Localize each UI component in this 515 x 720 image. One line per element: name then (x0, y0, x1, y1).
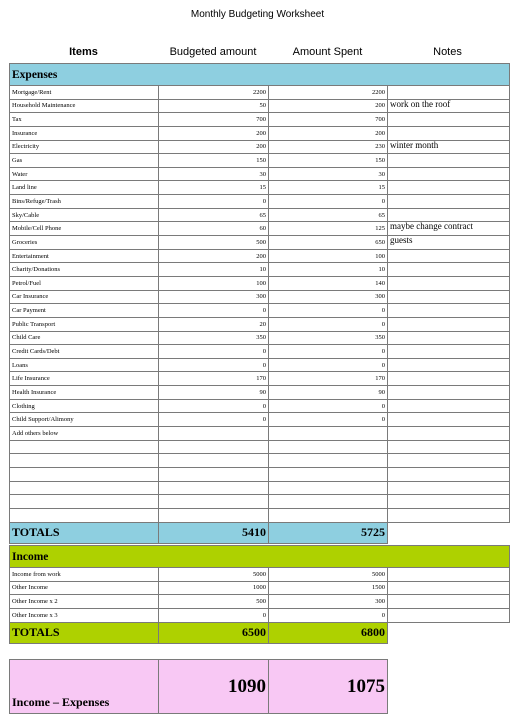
expense-item (10, 508, 159, 522)
income-budgeted: 5000 (159, 568, 269, 582)
expense-spent (269, 427, 388, 441)
expense-row (10, 236, 510, 250)
expense-spent: 125 (269, 222, 388, 236)
expense-spent: 200 (269, 126, 388, 140)
income-row (10, 595, 510, 609)
expense-note: guests (388, 236, 510, 250)
expense-note: winter month (388, 140, 510, 154)
expense-row (10, 249, 510, 263)
expense-note (388, 454, 510, 468)
expense-budgeted: 20 (159, 317, 269, 331)
expense-item: Entertainment (10, 249, 159, 263)
expense-item: Gas (10, 154, 159, 168)
expense-item: Health Insurance (10, 386, 159, 400)
expense-item: Sky/Cable (10, 208, 159, 222)
expense-item: Mobile/Cell Phone (10, 222, 159, 236)
expense-row (10, 386, 510, 400)
income-note (388, 595, 510, 609)
expense-note (388, 317, 510, 331)
expense-spent: 300 (269, 290, 388, 304)
summary-spent: 1075 (269, 660, 388, 714)
expense-budgeted: 200 (159, 126, 269, 140)
expense-budgeted (159, 508, 269, 522)
summary-table (9, 659, 388, 714)
expense-item: Electricity (10, 140, 159, 154)
income-row (10, 581, 510, 595)
expense-budgeted: 200 (159, 140, 269, 154)
expense-budgeted: 0 (159, 413, 269, 427)
expense-spent: 650 (269, 236, 388, 250)
expense-item: Mortgage/Rent (10, 86, 159, 100)
income-item: Other Income (10, 581, 159, 595)
expense-row (10, 140, 510, 154)
expense-spent: 230 (269, 140, 388, 154)
expense-item: Charity/Donations (10, 263, 159, 277)
expense-item: Groceries (10, 236, 159, 250)
summary-budgeted: 1090 (159, 660, 269, 714)
expense-item: Insurance (10, 126, 159, 140)
expenses-total-budgeted: 5410 (159, 522, 269, 543)
expense-spent: 200 (269, 99, 388, 113)
income-note (388, 608, 510, 622)
expense-spent (269, 454, 388, 468)
expense-row (10, 86, 510, 100)
expense-budgeted: 10 (159, 263, 269, 277)
expense-note (388, 413, 510, 427)
expense-note (388, 263, 510, 277)
expense-row (10, 99, 510, 113)
expense-budgeted: 100 (159, 276, 269, 290)
expense-row (10, 154, 510, 168)
expense-item: Water (10, 167, 159, 181)
expense-spent: 0 (269, 304, 388, 318)
page-title: Monthly Budgeting Worksheet (190, 9, 325, 20)
expense-row (10, 454, 510, 468)
income-total-spent: 6800 (269, 622, 388, 643)
expense-row (10, 481, 510, 495)
header-budgeted: Budgeted amount (169, 46, 257, 58)
expense-note (388, 399, 510, 413)
expense-spent: 140 (269, 276, 388, 290)
expense-budgeted: 150 (159, 154, 269, 168)
expense-budgeted: 2200 (159, 86, 269, 100)
expense-row (10, 508, 510, 522)
income-item: Other Income x 3 (10, 608, 159, 622)
expense-spent: 0 (269, 317, 388, 331)
expense-budgeted: 30 (159, 167, 269, 181)
expense-row (10, 372, 510, 386)
expense-budgeted: 0 (159, 358, 269, 372)
expense-spent: 0 (269, 399, 388, 413)
expenses-totals-row (10, 522, 510, 543)
expense-row (10, 290, 510, 304)
income-header-row (10, 546, 510, 568)
income-received: 0 (269, 608, 388, 622)
expenses-totals-blank (388, 522, 510, 543)
expense-item: Child Care (10, 331, 159, 345)
expense-note (388, 181, 510, 195)
income-budgeted: 1000 (159, 581, 269, 595)
income-totals-row (10, 622, 510, 643)
expense-note: work on the roof (388, 99, 510, 113)
expense-item: Public Transport (10, 317, 159, 331)
expense-spent: 100 (269, 249, 388, 263)
expense-item: Car Insurance (10, 290, 159, 304)
expense-item: Land line (10, 181, 159, 195)
income-item: Income from work (10, 568, 159, 582)
expense-note (388, 508, 510, 522)
expense-item: Bins/Refuge/Trash (10, 195, 159, 209)
income-row (10, 568, 510, 582)
expense-row (10, 167, 510, 181)
expense-row (10, 399, 510, 413)
expense-item: Tax (10, 113, 159, 127)
expense-note (388, 86, 510, 100)
expense-note (388, 481, 510, 495)
expense-spent (269, 481, 388, 495)
expense-note (388, 304, 510, 318)
expense-budgeted: 65 (159, 208, 269, 222)
expense-row (10, 467, 510, 481)
expense-budgeted: 15 (159, 181, 269, 195)
expense-note (388, 358, 510, 372)
expense-budgeted: 0 (159, 399, 269, 413)
header-items: Items (69, 46, 98, 58)
expense-note (388, 154, 510, 168)
summary-label: Income – Expenses (10, 660, 159, 714)
expense-budgeted: 50 (159, 99, 269, 113)
income-received: 300 (269, 595, 388, 609)
expense-item (10, 440, 159, 454)
expense-note (388, 195, 510, 209)
income-received: 5000 (269, 568, 388, 582)
expense-spent (269, 495, 388, 509)
expense-budgeted: 0 (159, 195, 269, 209)
expense-spent: 2200 (269, 86, 388, 100)
expense-note (388, 372, 510, 386)
expense-note (388, 126, 510, 140)
expense-item (10, 454, 159, 468)
expense-note (388, 467, 510, 481)
expense-spent: 15 (269, 181, 388, 195)
expense-spent: 0 (269, 413, 388, 427)
expense-note: maybe change contract (388, 222, 510, 236)
expense-row (10, 317, 510, 331)
income-section-label: Income (10, 546, 510, 568)
expense-spent (269, 508, 388, 522)
expense-row (10, 495, 510, 509)
expense-note (388, 249, 510, 263)
expense-budgeted: 500 (159, 236, 269, 250)
expense-row (10, 222, 510, 236)
income-item: Other Income x 2 (10, 595, 159, 609)
expense-row (10, 195, 510, 209)
expense-note (388, 208, 510, 222)
expense-spent: 65 (269, 208, 388, 222)
expense-item: Child Support/Alimony (10, 413, 159, 427)
expense-row (10, 304, 510, 318)
expense-item (10, 467, 159, 481)
expense-row (10, 113, 510, 127)
expense-note (388, 386, 510, 400)
expense-budgeted (159, 427, 269, 441)
expense-row (10, 331, 510, 345)
expense-row (10, 276, 510, 290)
expense-item (10, 495, 159, 509)
expense-spent (269, 467, 388, 481)
expenses-header-row (10, 64, 510, 86)
expense-budgeted (159, 495, 269, 509)
income-total-budgeted: 6500 (159, 622, 269, 643)
expense-spent: 150 (269, 154, 388, 168)
income-totals-label: TOTALS (10, 622, 159, 643)
expense-budgeted (159, 440, 269, 454)
expense-row (10, 263, 510, 277)
header-notes: Notes (433, 46, 462, 58)
expense-budgeted (159, 454, 269, 468)
income-row (10, 608, 510, 622)
expense-spent: 0 (269, 345, 388, 359)
expense-spent: 90 (269, 386, 388, 400)
expense-note (388, 345, 510, 359)
income-received: 1500 (269, 581, 388, 595)
expense-item: Clothing (10, 399, 159, 413)
income-note (388, 568, 510, 582)
expense-note (388, 276, 510, 290)
expense-row (10, 358, 510, 372)
income-budgeted: 0 (159, 608, 269, 622)
expense-spent: 0 (269, 195, 388, 209)
expense-budgeted: 350 (159, 331, 269, 345)
expenses-table (9, 63, 510, 544)
expense-item (10, 481, 159, 495)
expense-note (388, 331, 510, 345)
expenses-totals-label: TOTALS (10, 522, 159, 543)
income-note (388, 581, 510, 595)
summary-row (10, 660, 388, 714)
expenses-section-label: Expenses (10, 64, 510, 86)
expense-spent: 10 (269, 263, 388, 277)
expense-item: Life Insurance (10, 372, 159, 386)
expense-row (10, 126, 510, 140)
expense-item: Petrol/Fuel (10, 276, 159, 290)
expense-spent: 700 (269, 113, 388, 127)
expense-item: Add others below (10, 427, 159, 441)
expense-budgeted (159, 481, 269, 495)
expense-item: Household Maintenance (10, 99, 159, 113)
expense-note (388, 290, 510, 304)
expense-spent: 350 (269, 331, 388, 345)
income-table (9, 545, 510, 644)
expense-spent: 0 (269, 358, 388, 372)
expense-row (10, 181, 510, 195)
expense-row (10, 208, 510, 222)
expense-budgeted: 0 (159, 345, 269, 359)
expense-row (10, 440, 510, 454)
expense-spent (269, 440, 388, 454)
expense-row (10, 427, 510, 441)
header-spent: Amount Spent (292, 46, 363, 58)
expense-budgeted: 170 (159, 372, 269, 386)
expense-note (388, 427, 510, 441)
expense-note (388, 167, 510, 181)
expense-note (388, 495, 510, 509)
expense-item: Loans (10, 358, 159, 372)
expense-note (388, 440, 510, 454)
expense-note (388, 113, 510, 127)
expense-row (10, 345, 510, 359)
expense-budgeted: 700 (159, 113, 269, 127)
expense-row (10, 413, 510, 427)
expense-budgeted: 90 (159, 386, 269, 400)
expense-budgeted (159, 467, 269, 481)
expense-budgeted: 200 (159, 249, 269, 263)
expense-spent: 30 (269, 167, 388, 181)
expense-item: Credit Cards/Debt (10, 345, 159, 359)
income-budgeted: 500 (159, 595, 269, 609)
expense-budgeted: 60 (159, 222, 269, 236)
expenses-total-spent: 5725 (269, 522, 388, 543)
expense-spent: 170 (269, 372, 388, 386)
expense-budgeted: 300 (159, 290, 269, 304)
income-totals-blank (388, 622, 510, 643)
expense-item: Car Payment (10, 304, 159, 318)
expense-budgeted: 0 (159, 304, 269, 318)
